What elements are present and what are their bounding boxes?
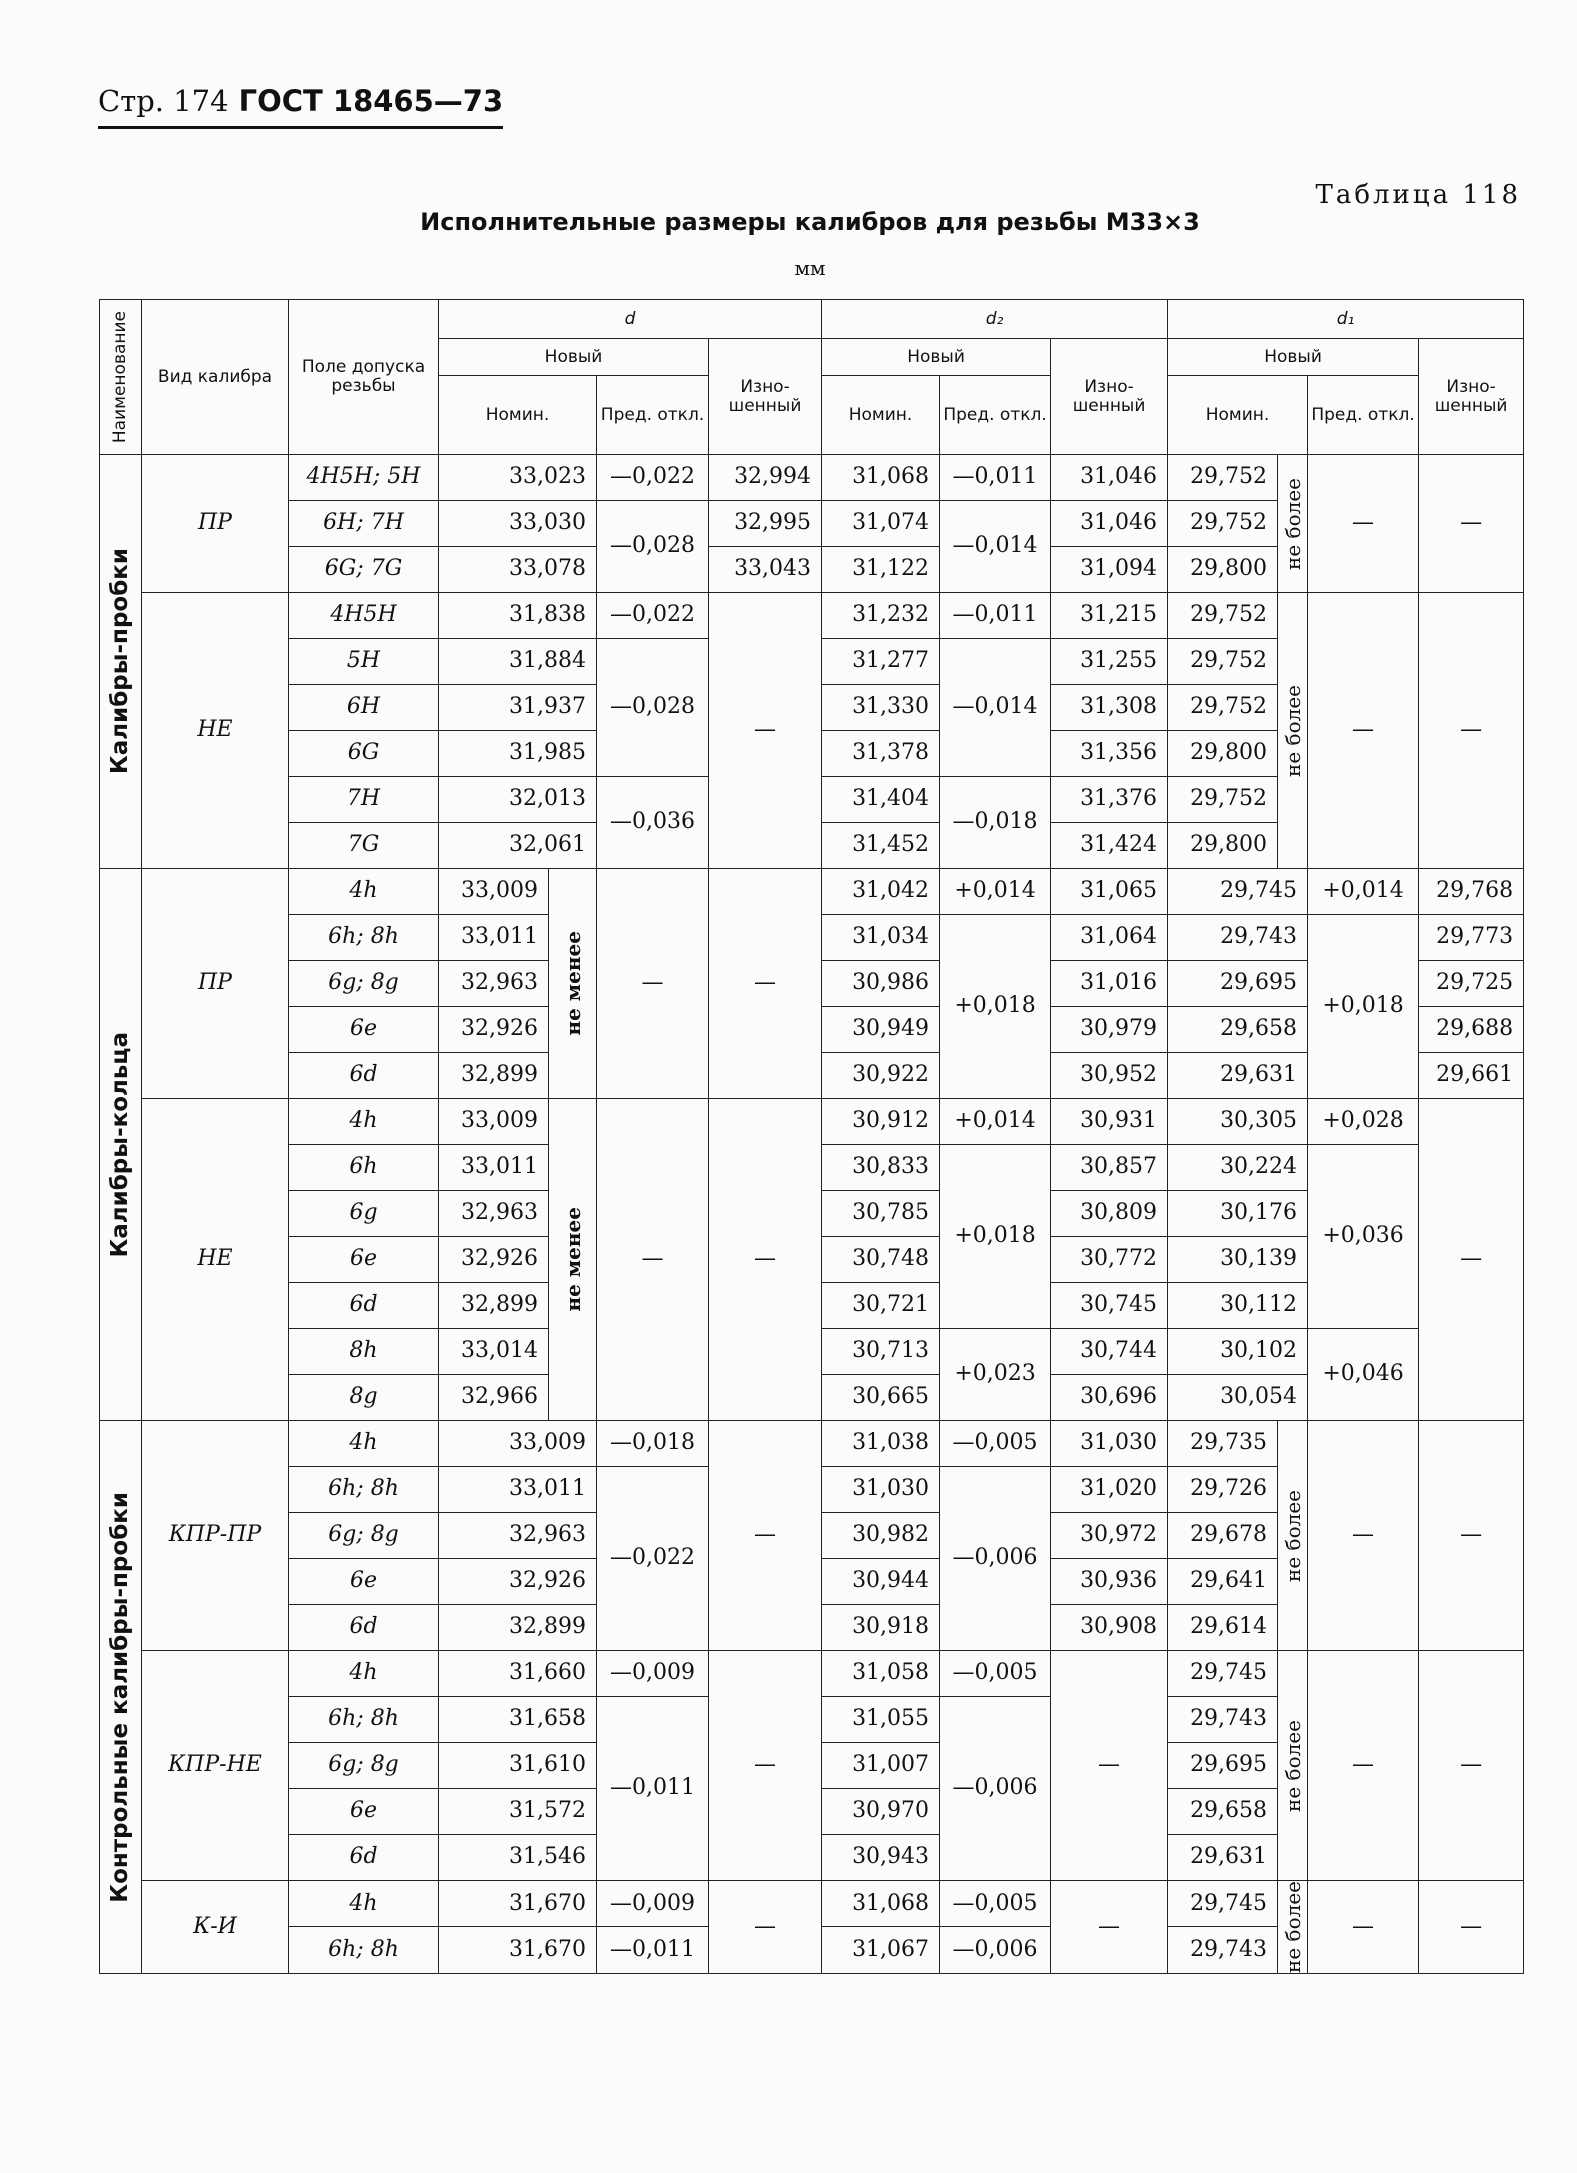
table-cell: 6G; 7G: [289, 547, 439, 593]
table-cell: 32,899: [439, 1283, 549, 1329]
table-cell: 30,922: [822, 1053, 940, 1099]
table-cell: —0,011: [597, 1697, 709, 1881]
table-cell: —0,011: [597, 1927, 709, 1974]
table-cell: 29,752: [1168, 455, 1278, 501]
table-cell: 32,926: [439, 1237, 549, 1283]
table-cell: 33,009: [439, 1421, 597, 1467]
table-cell: 4H5H: [289, 593, 439, 639]
col-d1-new: Новый: [1168, 339, 1419, 376]
table-cell: 30,112: [1168, 1283, 1308, 1329]
table-cell: —: [1051, 1651, 1168, 1881]
table-cell: 6d: [289, 1835, 439, 1881]
table-cell: 31,058: [822, 1651, 940, 1697]
table-cell: —: [1419, 455, 1524, 593]
table-cell: 30,912: [822, 1099, 940, 1145]
table-cell: —0,009: [597, 1651, 709, 1697]
table-cell: —0,022: [597, 455, 709, 501]
table-cell: 30,943: [822, 1835, 940, 1881]
table-cell: 29,661: [1419, 1053, 1524, 1099]
table-cell: 31,030: [1051, 1421, 1168, 1467]
table-cell: 29,695: [1168, 1743, 1278, 1789]
table-cell: Калибры-пробки: [100, 455, 142, 869]
table-cell: 32,899: [439, 1605, 597, 1651]
table-cell: не менее: [549, 1099, 597, 1421]
table-cell: Калибры-кольца: [100, 869, 142, 1421]
table-cell: —: [597, 869, 709, 1099]
table-cell: 31,007: [822, 1743, 940, 1789]
table-cell: 30,918: [822, 1605, 940, 1651]
table-cell: 6h: [289, 1145, 439, 1191]
table-cell: —: [709, 1099, 822, 1421]
table-row: [100, 455, 1524, 501]
table-cell: —0,014: [940, 501, 1051, 593]
table-cell: Контрольные калибры-пробки: [100, 1421, 142, 1974]
col-kind: Вид калибра: [142, 300, 289, 455]
col-d-worn: Изно-шенный: [709, 339, 822, 455]
table-cell: 6d: [289, 1283, 439, 1329]
table-cell: 6g: [289, 1191, 439, 1237]
table-cell: 30,713: [822, 1329, 940, 1375]
table-cell: 7G: [289, 823, 439, 869]
table-cell: 30,908: [1051, 1605, 1168, 1651]
table-cell: 31,546: [439, 1835, 597, 1881]
table-cell: 31,055: [822, 1697, 940, 1743]
table-cell: +0,014: [940, 1099, 1051, 1145]
table-cell: ПР: [142, 869, 289, 1099]
table-row: [100, 1099, 1524, 1145]
table-cell: —0,011: [940, 455, 1051, 501]
table-cell: 29,735: [1168, 1421, 1278, 1467]
table-row: [100, 593, 1524, 639]
table-cell: 33,030: [439, 501, 597, 547]
table-cell: 31,068: [822, 1881, 940, 1927]
table-cell: 29,800: [1168, 823, 1278, 869]
col-d-new: Новый: [439, 339, 709, 376]
table-cell: —0,022: [597, 593, 709, 639]
table-cell: 32,061: [439, 823, 597, 869]
table-cell: 30,944: [822, 1559, 940, 1605]
table-cell: 30,986: [822, 961, 940, 1007]
table-cell: +0,023: [940, 1329, 1051, 1421]
table-cell: 29,768: [1419, 869, 1524, 915]
table-cell: 31,122: [822, 547, 940, 593]
table-cell: +0,018: [1308, 915, 1419, 1099]
table-cell: —: [1308, 1421, 1419, 1651]
table-cell: —0,018: [940, 777, 1051, 869]
table-cell: 29,725: [1419, 961, 1524, 1007]
table-cell: 33,009: [439, 1099, 549, 1145]
table-cell: 29,752: [1168, 593, 1278, 639]
table-cell: 29,745: [1168, 1651, 1278, 1697]
page-header: [98, 84, 503, 129]
table-row: [100, 1881, 1524, 1927]
table-cell: 30,772: [1051, 1237, 1168, 1283]
col-d1-nomin: Номин.: [1168, 376, 1308, 455]
table-cell: —0,036: [597, 777, 709, 869]
table-cell: 8h: [289, 1329, 439, 1375]
table-cell: 4h: [289, 1099, 439, 1145]
table-cell: 29,800: [1168, 547, 1278, 593]
table-cell: 6h; 8h: [289, 915, 439, 961]
table-cell: 31,404: [822, 777, 940, 823]
table-cell: 31,378: [822, 731, 940, 777]
table-cell: 29,678: [1168, 1513, 1278, 1559]
table-cell: —0,009: [597, 1881, 709, 1927]
table-cell: 29,631: [1168, 1835, 1278, 1881]
table-cell: 30,936: [1051, 1559, 1168, 1605]
table-cell: 30,305: [1168, 1099, 1308, 1145]
table-cell: —0,005: [940, 1651, 1051, 1697]
table-cell: 30,970: [822, 1789, 940, 1835]
col-d2-new: Новый: [822, 339, 1051, 376]
table-cell: —: [1419, 1651, 1524, 1881]
table-cell: —0,006: [940, 1927, 1051, 1974]
table-cell: 6h; 8h: [289, 1467, 439, 1513]
table-cell: +0,028: [1308, 1099, 1419, 1145]
col-d2-nomin: Номин.: [822, 376, 940, 455]
table-cell: не более: [1278, 1651, 1308, 1881]
col-d: d: [439, 300, 822, 339]
table-cell: 33,011: [439, 1145, 549, 1191]
table-number: Таблица 118: [1315, 180, 1521, 210]
table-cell: 32,994: [709, 455, 822, 501]
table-cell: 31,094: [1051, 547, 1168, 593]
table-cell: —: [1419, 1099, 1524, 1421]
table-cell: 31,215: [1051, 593, 1168, 639]
table-cell: 31,065: [1051, 869, 1168, 915]
table-cell: —: [709, 1651, 822, 1881]
table-cell: 30,054: [1168, 1375, 1308, 1421]
table-body: [100, 455, 1524, 1974]
table-cell: 32,013: [439, 777, 597, 823]
table-cell: 30,785: [822, 1191, 940, 1237]
table-cell: 29,752: [1168, 777, 1278, 823]
table-cell: 29,743: [1168, 1697, 1278, 1743]
table-cell: 31,064: [1051, 915, 1168, 961]
table-cell: 8g: [289, 1375, 439, 1421]
table-cell: —: [709, 1421, 822, 1651]
table-cell: 31,937: [439, 685, 597, 731]
table-cell: 29,745: [1168, 1881, 1278, 1927]
table-cell: НЕ: [142, 1099, 289, 1421]
table-cell: КПР-НЕ: [142, 1651, 289, 1881]
table-cell: 33,078: [439, 547, 597, 593]
table-cell: 4h: [289, 1881, 439, 1927]
table-cell: К-И: [142, 1881, 289, 1974]
table-cell: 31,356: [1051, 731, 1168, 777]
table-cell: 30,952: [1051, 1053, 1168, 1099]
table-cell: 33,043: [709, 547, 822, 593]
table-cell: —0,022: [597, 1467, 709, 1651]
table-cell: 32,995: [709, 501, 822, 547]
table-cell: 31,376: [1051, 777, 1168, 823]
table-cell: 30,176: [1168, 1191, 1308, 1237]
table-cell: 31,034: [822, 915, 940, 961]
table-cell: 29,641: [1168, 1559, 1278, 1605]
table-title: Исполнительные размеры калибров для резьбы М33×3: [420, 208, 1200, 236]
table-cell: 30,949: [822, 1007, 940, 1053]
table-cell: 31,452: [822, 823, 940, 869]
table-cell: НЕ: [142, 593, 289, 869]
table-cell: 31,042: [822, 869, 940, 915]
table-cell: 33,009: [439, 869, 549, 915]
table-cell: 29,800: [1168, 731, 1278, 777]
table-cell: 32,966: [439, 1375, 549, 1421]
table-cell: —: [1308, 1651, 1419, 1881]
table-cell: 32,963: [439, 961, 549, 1007]
table-cell: 6d: [289, 1605, 439, 1651]
table-cell: 33,011: [439, 1467, 597, 1513]
table-cell: 6e: [289, 1559, 439, 1605]
table-cell: не более: [1278, 1421, 1308, 1651]
table-cell: 31,838: [439, 593, 597, 639]
table-cell: 31,277: [822, 639, 940, 685]
table-cell: 6e: [289, 1237, 439, 1283]
table-cell: 31,660: [439, 1651, 597, 1697]
table-cell: —: [1308, 455, 1419, 593]
table-cell: 30,224: [1168, 1145, 1308, 1191]
table-cell: не более: [1278, 455, 1308, 593]
table-cell: 31,046: [1051, 455, 1168, 501]
table-row: [100, 869, 1524, 915]
table-cell: 30,744: [1051, 1329, 1168, 1375]
table-cell: 30,809: [1051, 1191, 1168, 1237]
col-d2-worn: Изно-шенный: [1051, 339, 1168, 455]
table-cell: 31,030: [822, 1467, 940, 1513]
table-cell: КПР-ПР: [142, 1421, 289, 1651]
table-cell: 4h: [289, 869, 439, 915]
table-cell: 31,046: [1051, 501, 1168, 547]
table-cell: 31,658: [439, 1697, 597, 1743]
table-cell: —: [709, 593, 822, 869]
table-cell: 31,670: [439, 1927, 597, 1974]
table-cell: 5H: [289, 639, 439, 685]
table-cell: не более: [1278, 1881, 1308, 1974]
table-cell: 30,979: [1051, 1007, 1168, 1053]
col-d-nomin: Номин.: [439, 376, 597, 455]
table-cell: 30,748: [822, 1237, 940, 1283]
table-cell: 6d: [289, 1053, 439, 1099]
table-cell: 29,726: [1168, 1467, 1278, 1513]
page-number: Стр. 174: [98, 84, 229, 118]
table-cell: 4h: [289, 1421, 439, 1467]
col-d2-dev: Пред. откл.: [940, 376, 1051, 455]
table-cell: —: [1419, 1421, 1524, 1651]
table-cell: 6g; 8g: [289, 1743, 439, 1789]
table-cell: 31,884: [439, 639, 597, 685]
table-cell: —: [709, 1881, 822, 1974]
table-cell: 4H5H; 5H: [289, 455, 439, 501]
table-cell: 29,631: [1168, 1053, 1308, 1099]
table-cell: —0,028: [597, 501, 709, 593]
col-d1: d₁: [1168, 300, 1524, 339]
table-cell: 30,857: [1051, 1145, 1168, 1191]
table-cell: 29,658: [1168, 1789, 1278, 1835]
table-cell: —: [1419, 1881, 1524, 1974]
table-cell: —: [1051, 1881, 1168, 1974]
table-cell: 29,743: [1168, 1927, 1278, 1974]
table-cell: 32,963: [439, 1191, 549, 1237]
table-cell: 31,670: [439, 1881, 597, 1927]
table-cell: не менее: [549, 869, 597, 1099]
table-cell: —: [597, 1099, 709, 1421]
table-cell: —: [1308, 1881, 1419, 1974]
table-cell: 29,688: [1419, 1007, 1524, 1053]
table-cell: 29,752: [1168, 639, 1278, 685]
table-cell: —0,018: [597, 1421, 709, 1467]
table-cell: 6h; 8h: [289, 1697, 439, 1743]
table-cell: 29,658: [1168, 1007, 1308, 1053]
table-cell: 6H; 7H: [289, 501, 439, 547]
table-cell: 30,931: [1051, 1099, 1168, 1145]
table-cell: 4h: [289, 1651, 439, 1697]
table-cell: 31,067: [822, 1927, 940, 1974]
table-cell: 31,068: [822, 455, 940, 501]
table-cell: 6h; 8h: [289, 1927, 439, 1974]
table-cell: 30,745: [1051, 1283, 1168, 1329]
table-cell: 33,014: [439, 1329, 549, 1375]
table-cell: 30,972: [1051, 1513, 1168, 1559]
col-d1-dev: Пред. откл.: [1308, 376, 1419, 455]
col-field: Поле допуска резьбы: [289, 300, 439, 455]
table-cell: 33,023: [439, 455, 597, 501]
table-row: [100, 1421, 1524, 1467]
table-cell: 30,721: [822, 1283, 940, 1329]
table-cell: 7H: [289, 777, 439, 823]
table-cell: +0,036: [1308, 1145, 1419, 1329]
table-cell: 33,011: [439, 915, 549, 961]
table-cell: 31,255: [1051, 639, 1168, 685]
table-cell: +0,046: [1308, 1329, 1419, 1421]
table-cell: 31,016: [1051, 961, 1168, 1007]
table-cell: 6g; 8g: [289, 1513, 439, 1559]
table-cell: —0,006: [940, 1467, 1051, 1651]
table-cell: —: [1419, 593, 1524, 869]
table-cell: 6H: [289, 685, 439, 731]
table-cell: 29,773: [1419, 915, 1524, 961]
table-cell: +0,014: [1308, 869, 1419, 915]
table-cell: 6G: [289, 731, 439, 777]
table-cell: 6g; 8g: [289, 961, 439, 1007]
table-cell: 32,926: [439, 1559, 597, 1605]
table-cell: 30,982: [822, 1513, 940, 1559]
table-cell: 29,695: [1168, 961, 1308, 1007]
table-cell: —0,014: [940, 639, 1051, 777]
table-cell: —0,011: [940, 593, 1051, 639]
table-cell: 29,743: [1168, 915, 1308, 961]
dimensions-table: [99, 299, 1524, 1974]
table-cell: 6e: [289, 1789, 439, 1835]
col-d2: d₂: [822, 300, 1168, 339]
table-cell: 32,899: [439, 1053, 549, 1099]
table-cell: ПР: [142, 455, 289, 593]
table-cell: —0,005: [940, 1881, 1051, 1927]
table-cell: 31,424: [1051, 823, 1168, 869]
table-cell: 31,038: [822, 1421, 940, 1467]
col-d1-worn: Изно-шенный: [1419, 339, 1524, 455]
table-cell: 31,572: [439, 1789, 597, 1835]
table-cell: 30,665: [822, 1375, 940, 1421]
table-cell: 29,745: [1168, 869, 1308, 915]
table-cell: 32,963: [439, 1513, 597, 1559]
col-d-dev: Пред. откл.: [597, 376, 709, 455]
table-cell: 32,926: [439, 1007, 549, 1053]
table-cell: не более: [1278, 593, 1308, 869]
table-cell: +0,018: [940, 915, 1051, 1099]
table-units: мм: [794, 256, 826, 280]
table-cell: 29,752: [1168, 501, 1278, 547]
table-cell: 30,696: [1051, 1375, 1168, 1421]
table-cell: 31,074: [822, 501, 940, 547]
table-cell: 29,614: [1168, 1605, 1278, 1651]
table-cell: —: [709, 869, 822, 1099]
table-row: [100, 1651, 1524, 1697]
table-cell: 30,139: [1168, 1237, 1308, 1283]
table-cell: 31,330: [822, 685, 940, 731]
table-cell: 31,308: [1051, 685, 1168, 731]
table-cell: 31,610: [439, 1743, 597, 1789]
table-cell: +0,018: [940, 1145, 1051, 1329]
col-name: Наименование: [100, 300, 142, 455]
table-cell: —: [1308, 593, 1419, 869]
table-cell: —0,005: [940, 1421, 1051, 1467]
standard-code: ГОСТ 18465—73: [238, 84, 504, 118]
table-cell: 30,102: [1168, 1329, 1308, 1375]
table-cell: +0,014: [940, 869, 1051, 915]
table-cell: —0,028: [597, 639, 709, 777]
table-cell: 31,232: [822, 593, 940, 639]
table-cell: 31,020: [1051, 1467, 1168, 1513]
table-cell: 29,752: [1168, 685, 1278, 731]
table-cell: 30,833: [822, 1145, 940, 1191]
table-cell: 31,985: [439, 731, 597, 777]
table-cell: —0,006: [940, 1697, 1051, 1881]
table-cell: 6e: [289, 1007, 439, 1053]
